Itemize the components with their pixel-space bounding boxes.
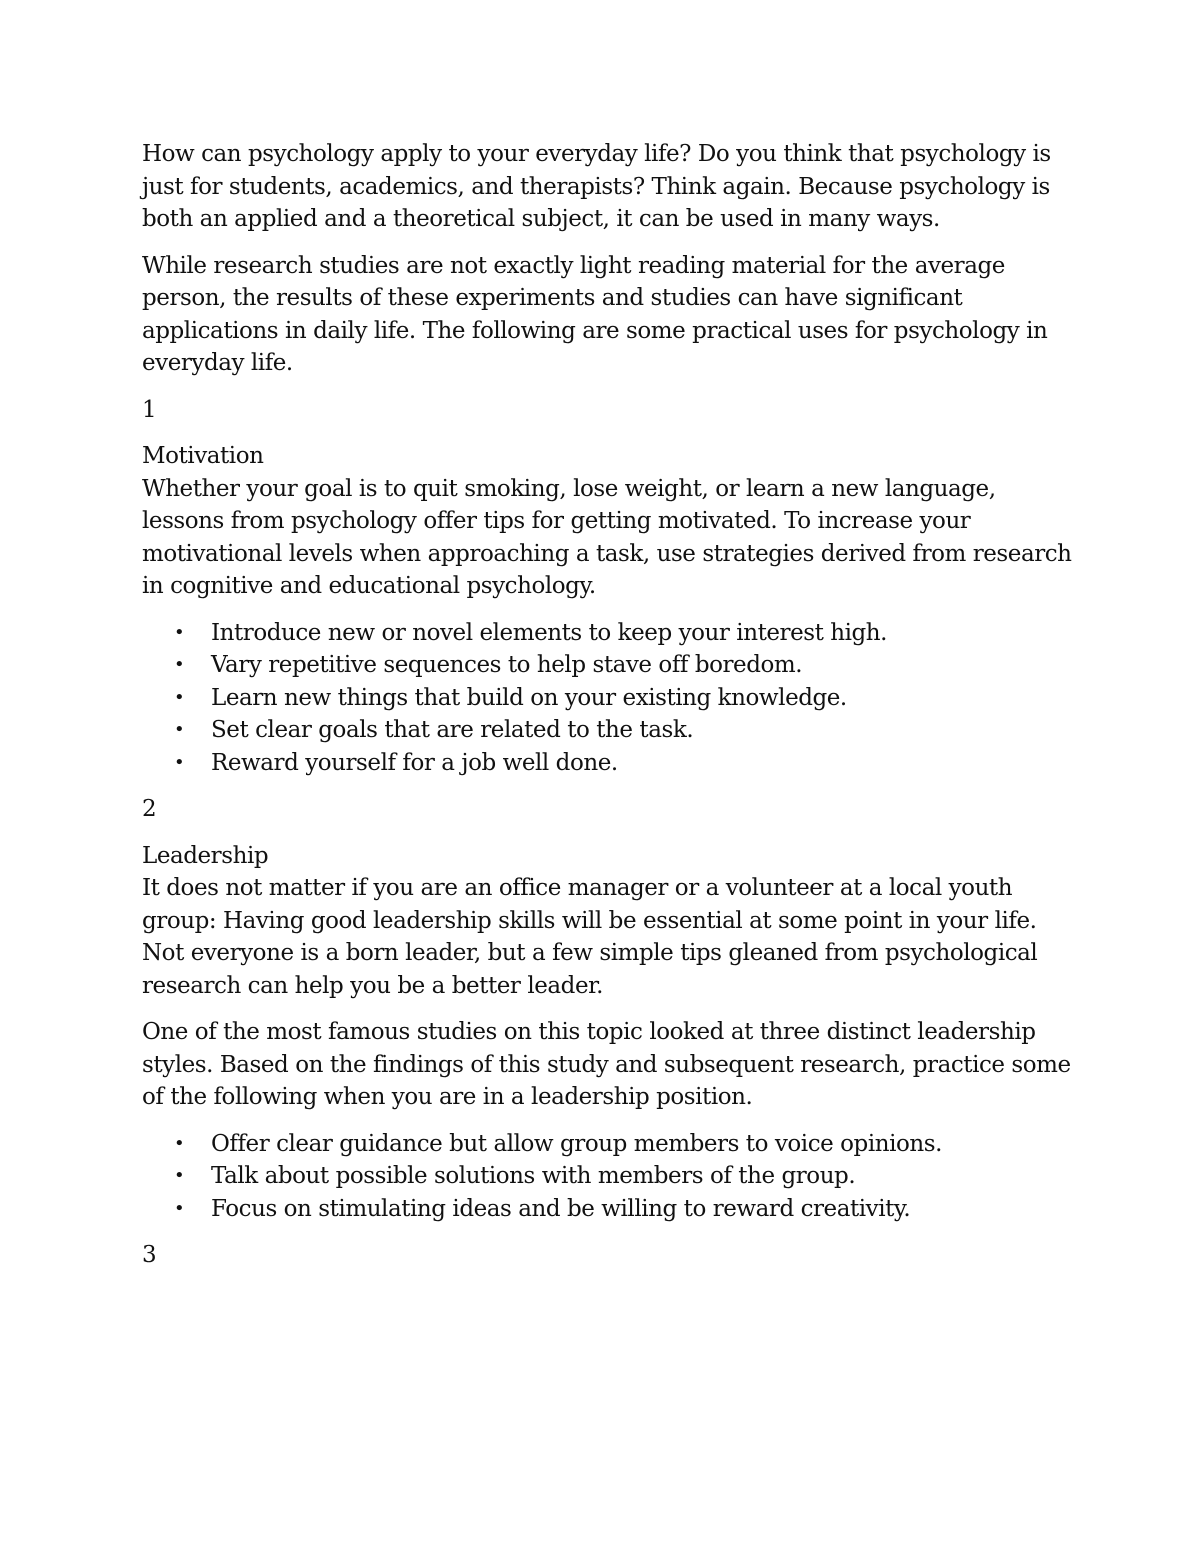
section-1-block xyxy=(142,440,1072,603)
list-item: • Vary repetitive sequences to help stave off boredom. xyxy=(211,649,1072,682)
bullet-icon: • xyxy=(174,1197,185,1219)
bullet-icon: • xyxy=(174,654,185,675)
section-2-body-2: One of the most famous studies on this topic looked at three distinct leadership styles. Based on the findings of this study and subsequent research, practice some of the following when you are in a leadership position. xyxy=(142,1019,1071,1110)
section-2-block xyxy=(142,840,1072,1003)
section-2-heading: Leadership xyxy=(142,842,269,869)
section-1-number: 1 xyxy=(142,396,157,423)
section-3-number: 3 xyxy=(142,1242,157,1268)
section-1-bullet-list xyxy=(142,617,1072,780)
list-item: • Set clear goals that are related to the task. xyxy=(211,714,1072,747)
list-item: • Introduce new or novel elements to keep your interest high. xyxy=(211,617,1072,650)
intro-paragraph-2: While research studies are not exactly light reading material for the average person, the results of these experiments and studies can have significant applications in daily life. The following are some practical uses for psychology in everyday life. xyxy=(142,252,1048,376)
bullet-icon: • xyxy=(174,621,185,643)
bullet-icon: • xyxy=(174,1132,185,1154)
list-item: • Focus on stimulating ideas and be willing to reward creativity. xyxy=(211,1193,1072,1226)
section-2-bullet-list xyxy=(142,1128,1072,1226)
bullet-icon: • xyxy=(174,719,185,740)
section-2-body: It does not matter if you are an office manager or a volunteer at a local youth group: Having good leadership skills will be essential at some point in your life. Not everyone is a born leader, but a few simple tips gleaned from psychological research can help you be a better leader. xyxy=(142,875,1038,999)
document-page xyxy=(142,138,1072,1286)
bullet-icon: • xyxy=(174,751,185,773)
section-2-number: 2 xyxy=(142,796,157,822)
list-item: • Learn new things that build on your existing knowledge. xyxy=(211,682,1072,715)
section-1-heading: Motivation xyxy=(142,443,264,469)
bullet-icon: • xyxy=(174,1165,185,1186)
section-1-body: Whether your goal is to quit smoking, lose weight, or learn a new language, lessons from psychology offer tips for getting motivated. To increase your motivational levels when approaching a task, use strategies derived from research in cognitive and educational psychology. xyxy=(142,475,1072,599)
bullet-icon: • xyxy=(174,686,185,708)
list-item: • Offer clear guidance but allow group members to voice opinions. xyxy=(211,1128,1072,1161)
list-item: • Talk about possible solutions with members of the group. xyxy=(211,1160,1072,1193)
list-item: • Reward yourself for a job well done. xyxy=(211,747,1072,780)
intro-paragraph-1: How can psychology apply to your everyday life? Do you think that psychology is just for students, academics, and therapists? Think again. Because psychology is both an applied and a theoretical subject, it can be used in many ways. xyxy=(142,141,1051,232)
